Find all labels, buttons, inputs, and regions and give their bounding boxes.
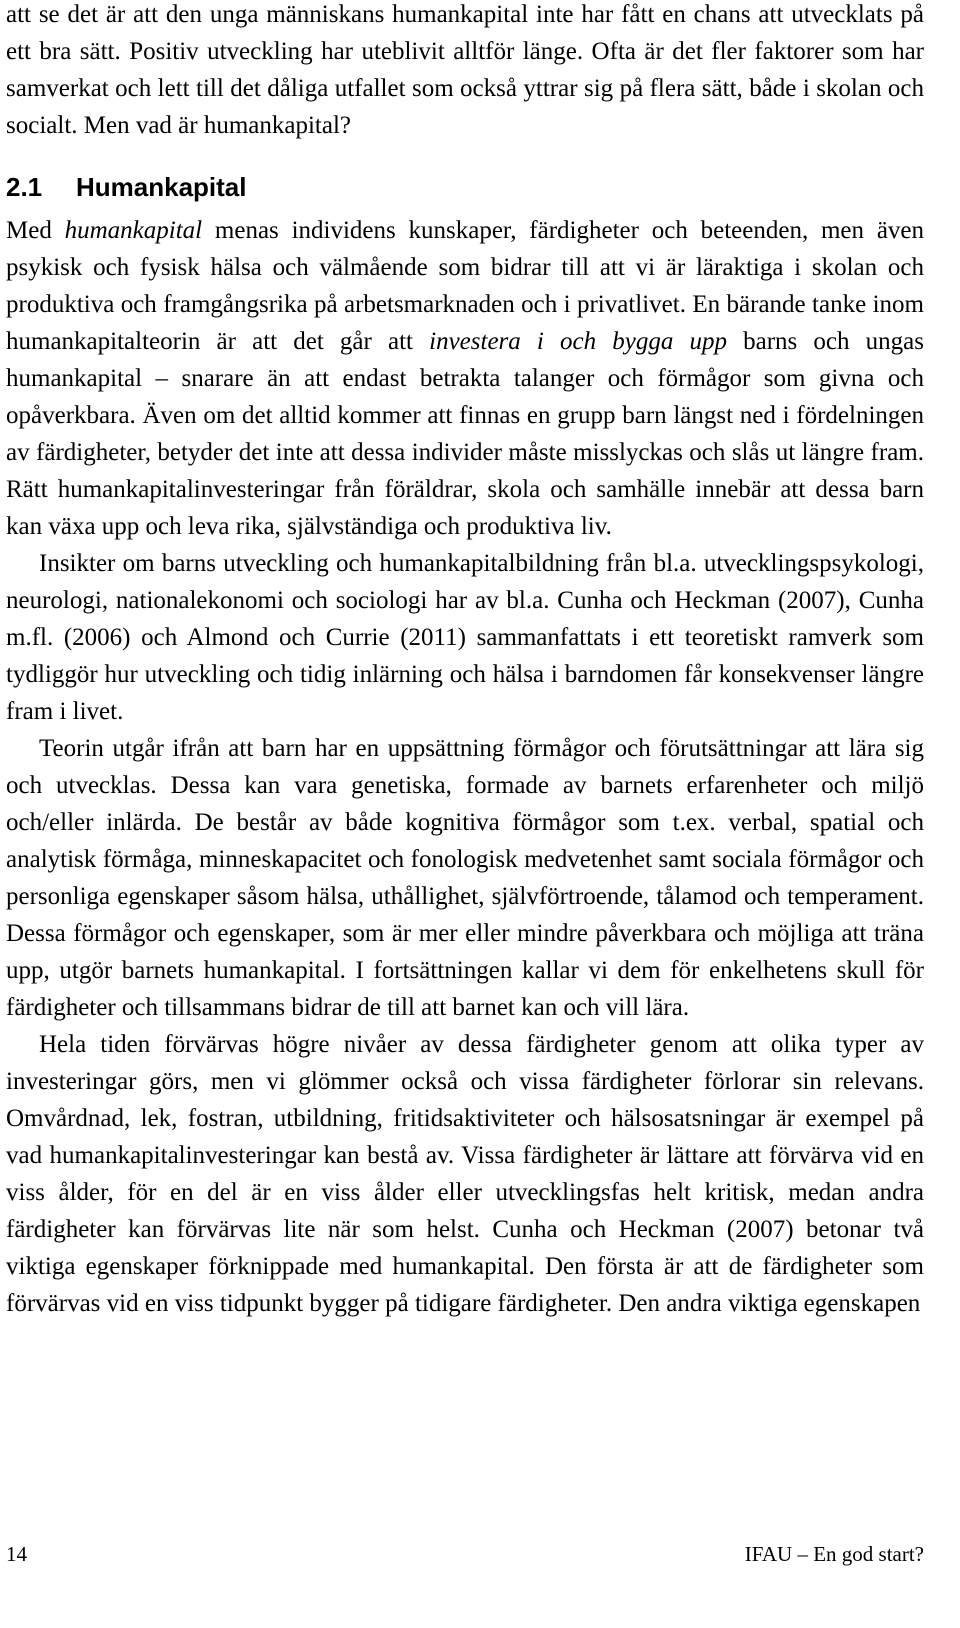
page-number: 14 <box>6 1542 27 1566</box>
section-heading <box>6 170 924 204</box>
page-body <box>6 0 924 1322</box>
running-title: IFAU – En god start? <box>744 1542 924 1566</box>
paragraph-1 <box>6 212 924 545</box>
paragraph-1-emphasis-2: investera i och bygga upp <box>429 328 727 355</box>
section-number: 2.1 <box>6 172 43 202</box>
paragraph-1-text-1: Med <box>6 217 65 244</box>
paragraph-2: Insikter om barns utveckling och humankapitalbildning från bl.a. utvecklingspsykologi, neurologi, nationalekonomi och sociologi har av bl.a. Cunha och Heckman (2007), Cunha m.fl. (2006) och Almond och Currie (2011) sammanfattats i ett teoretiskt ramverk som tydliggör hur utveckling och tidig inlärning och hälsa i barndomen får konsekvenser längre fram i livet. <box>6 550 924 725</box>
intro-paragraph: att se det är att den unga människans humankapital inte har fått en chans att utvecklats på ett bra sätt. Positiv utveckling har uteblivit alltför länge. Ofta är det fler faktorer som har samverkat och lett till det dåliga utfallet som också yttrar sig på flera sätt, både i skolan och socialt. Men vad är humankapital? <box>6 1 924 139</box>
paragraph-3: Teorin utgår ifrån att barn har en uppsättning förmågor och förutsättningar att lära sig och utvecklas. Dessa kan vara genetiska, formade av barnets erfarenheter och miljö och/eller inlärda. De består av både kognitiva förmågor som t.ex. verbal, spatial och analytisk förmåga, minneskapacitet och fonologisk medvetenhet samt sociala förmågor och personliga egenskaper såsom hälsa, uthållighet, självförtroende, tålamod och temperament. Dessa förmågor och egenskaper, som är mer eller mindre påverkbara och möjliga att träna upp, utgör barnets humankapital. I fortsättningen kallar vi dem för enkelhetens skull för färdigheter och tillsammans bidrar de till att barnet kan och vill lära. <box>6 735 924 1021</box>
page-footer <box>6 1540 924 1568</box>
paragraph-4: Hela tiden förvärvas högre nivåer av dessa färdigheter genom att olika typer av investeringar görs, men vi glömmer också och vissa färdigheter förlorar sin relevans. Omvårdnad, lek, fostran, utbildning, fritidsaktiviteter och hälsosatsningar är exempel på vad humankapitalinvesteringar kan bestå av. Vissa färdigheter är lättare att förvärva vid en viss ålder, för en del är en viss ålder eller utvecklingsfas helt kritisk, medan andra färdigheter kan förvärvas lite när som helst. Cunha och Heckman (2007) betonar två viktiga egenskaper förknippade med humankapital. Den första är att de färdigheter som förvärvas vid en viss tidpunkt bygger på tidigare färdigheter. Den andra viktiga egenskapen <box>6 1031 924 1317</box>
section-title: Humankapital <box>76 172 247 202</box>
paragraph-1-emphasis-1: humankapital <box>64 217 203 244</box>
paragraph-1-text-3: barns och ungas humankapital – snarare än att endast betrakta talanger och förmågor som givna och opåverkbara. Även om det alltid kommer att finnas en grupp barn längst ned i fördelningen av färdigheter, betyder det inte att dessa individer måste misslyckas och slås ut längre fram. Rätt humankapitalinvesteringar från föräldrar, skola och samhälle innebär att dessa barn kan växa upp och leva rika, självständiga och produktiva liv. <box>6 328 924 540</box>
paragraph-1-text-2: menas individens kunskaper, färdigheter och beteenden, men även psykisk och fysisk hälsa och välmående som bidrar till att vi är läraktiga i skolan och produktiva och framgångsrika på arbetsmarknaden och i privatlivet. En bärande tanke inom humankapitalteorin är att det går att <box>6 217 925 355</box>
